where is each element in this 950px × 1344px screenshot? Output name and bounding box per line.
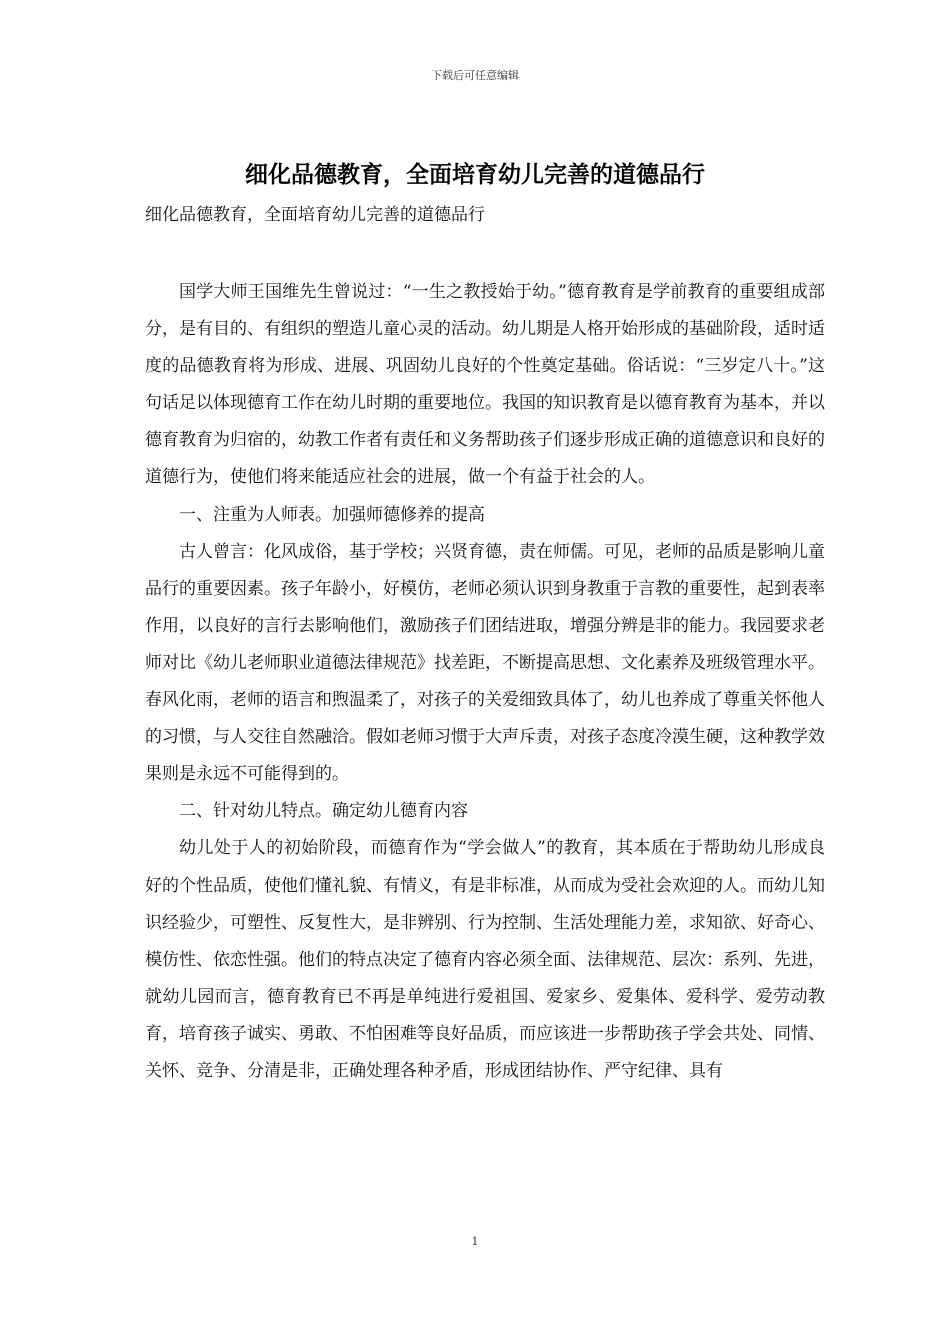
section-paragraph-2: 幼儿处于人的初始阶段，而德育作为“学会做人”的教育，其本质在于帮助幼儿形成良好的个性品质，使他们懂礼貌、有情义，有是非标准，从而成为受社会欢迎的人。而幼儿知识经验少，可塑性、反复性大，是非辨别、行为控制、生活处理能力差，求知欲、好奇心、模仿性、依恋性强。他们的特点决定了德育内容必须全面、法律规范、层次：系列、先进，就幼儿园而言，德育教育已不再是单纯进行爱祖国、爱家乡、爱集体、爱科学、爱劳动教育，培育孩子诚实、勇敢、不怕困难等良好品质，而应该进一步帮助孩子学会共处、同情、关怀、竞争、分清是非，正确处理各种矛盾，形成团结协作、严守纪律、具有: [145, 838, 825, 1081]
document-body: [145, 274, 825, 1090]
document-title: 细化品德教育，全面培育幼儿完善的道德品行: [245, 162, 705, 188]
intro-paragraph: 国学大师王国维先生曾说过：“一生之教授始于幼。”德育教育是学前教育的重要组成部分，是有目的、有组织的塑造儿童心灵的活动。幼儿期是人格开始形成的基础阶段，适时适度的品德教育将为形成、进展、巩固幼儿良好的个性奠定基础。俗话说：“三岁定八十。”这句话足以体现德育工作在幼儿时期的重要地位。我国的知识教育是以德育教育为基本，并以德育教育为归宿的，幼教工作者有责任和义务帮助孩子们逐步形成正确的道德意识和良好的道德行为，使他们将来能适应社会的进展，做一个有益于社会的人。: [145, 282, 825, 488]
header-note: 下载后可任意编辑: [431, 69, 519, 82]
page-number: 1: [471, 1235, 479, 1248]
document-subtitle: 细化品德教育，全面培育幼儿完善的道德品行: [145, 205, 485, 225]
section-heading-1: 一、注重为人师表。加强师德修养的提高: [179, 504, 485, 525]
section-heading-2: 二、针对幼儿特点。确定幼儿德育内容: [179, 801, 468, 822]
section-paragraph-1: 古人曾言：化风成俗，基于学校；兴贤育德，责在师儒。可见，老师的品质是影响儿童品行的重要因素。孩子年龄小，好模仿，老师必须认识到身教重于言教的重要性，起到表率作用，以良好的言行去影响他们，激励孩子们团结进取，增强分辨是非的能力。我园要求老师对比《幼儿老师职业道德法律规范》找差距，不断提高思想、文化素养及班级管理水平。春风化雨，老师的语言和煦温柔了，对孩子的关爱细致具体了，幼儿也养成了尊重关怀他人的习惯，与人交往自然融洽。假如老师习惯于大声斥责，对孩子态度冷漠生硬，这种教学效果则是永远不可能得到的。: [145, 541, 825, 785]
